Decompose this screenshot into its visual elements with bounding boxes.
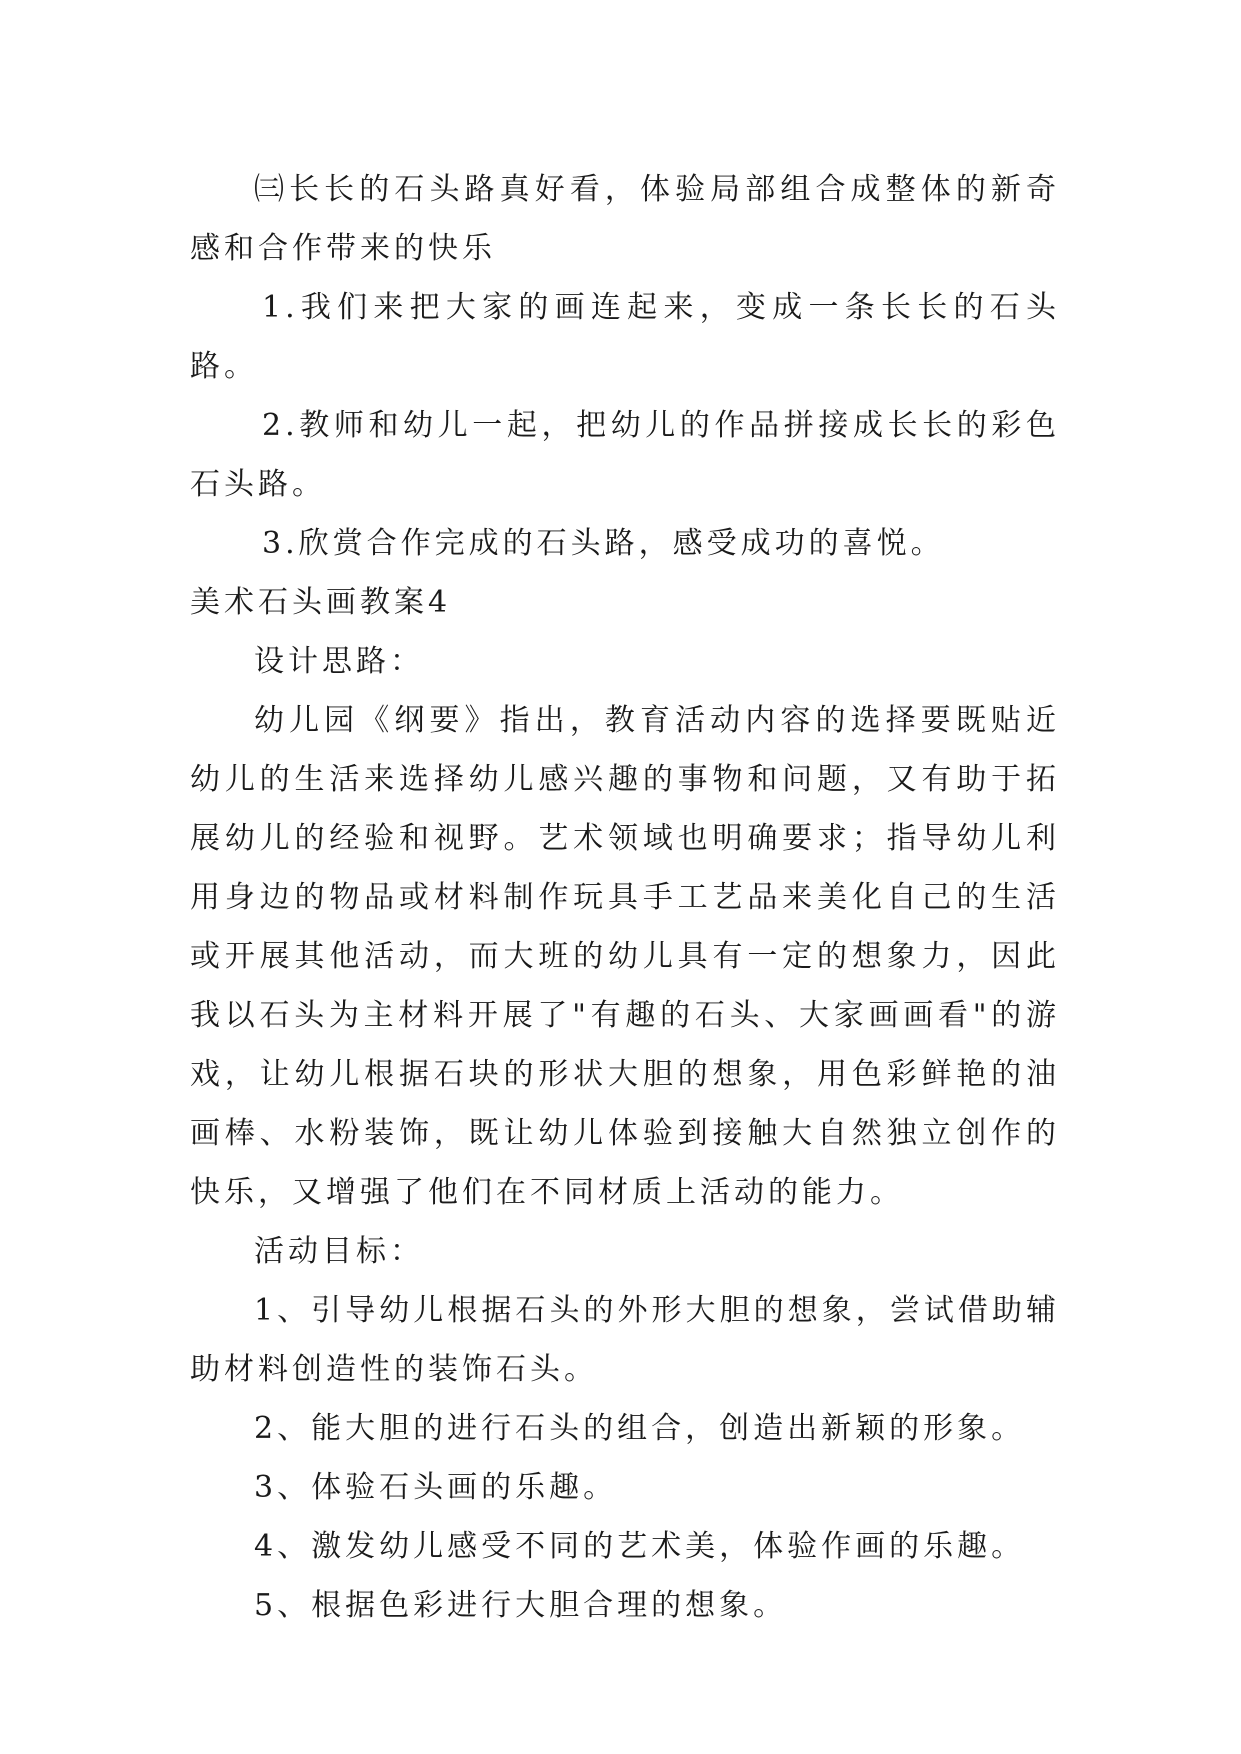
goal-item: 4、激发幼儿感受不同的艺术美，体验作画的乐趣。 (254, 1529, 1026, 1564)
step-item: 1.我们来把大家的画连起来，变成一条长长的石头路。 (190, 290, 1060, 384)
section-title: ㈢长长的石头路真好看，体验局部组合成整体的新奇感和合作带来的快乐 (190, 172, 1060, 266)
design-label: 设计思路： (254, 644, 424, 679)
design-paragraph: 幼儿园《纲要》指出，教育活动内容的选择要既贴近幼儿的生活来选择幼儿感兴趣的事物和问题，又有助于拓展幼儿的经验和视野。艺术领域也明确要求；指导幼儿利用身边的物品或材料制作玩具手工艺品来美化自己的生活或开展其他活动，而大班的幼儿具有一定的想象力，因此我以石头为主材料开展了"有趣的石头、大家画画看"的游戏，让幼儿根据石块的形状大胆的想象，用色彩鲜艳的油画棒、水粉装饰，既让幼儿体验到接触大自然独立创作的快乐，又增强了他们在不同材质上活动的能力。 (190, 703, 1060, 1210)
goal-item: 5、根据色彩进行大胆合理的想象。 (254, 1588, 788, 1623)
goals-label: 活动目标： (254, 1234, 424, 1269)
goal-item: 3、体验石头画的乐趣。 (254, 1470, 618, 1505)
step-item: 2.教师和幼儿一起，把幼儿的作品拼接成长长的彩色石头路。 (190, 408, 1060, 502)
document-body (190, 160, 1060, 1635)
goal-item: 2、能大胆的进行石头的组合，创造出新颖的形象。 (254, 1411, 1026, 1446)
lesson-heading: 美术石头画教案4 (190, 585, 452, 620)
goal-item: 1、引导幼儿根据石头的外形大胆的想象，尝试借助辅助材料创造性的装饰石头。 (190, 1293, 1060, 1387)
step-item: 3.欣赏合作完成的石头路，感受成功的喜悦。 (262, 526, 945, 561)
